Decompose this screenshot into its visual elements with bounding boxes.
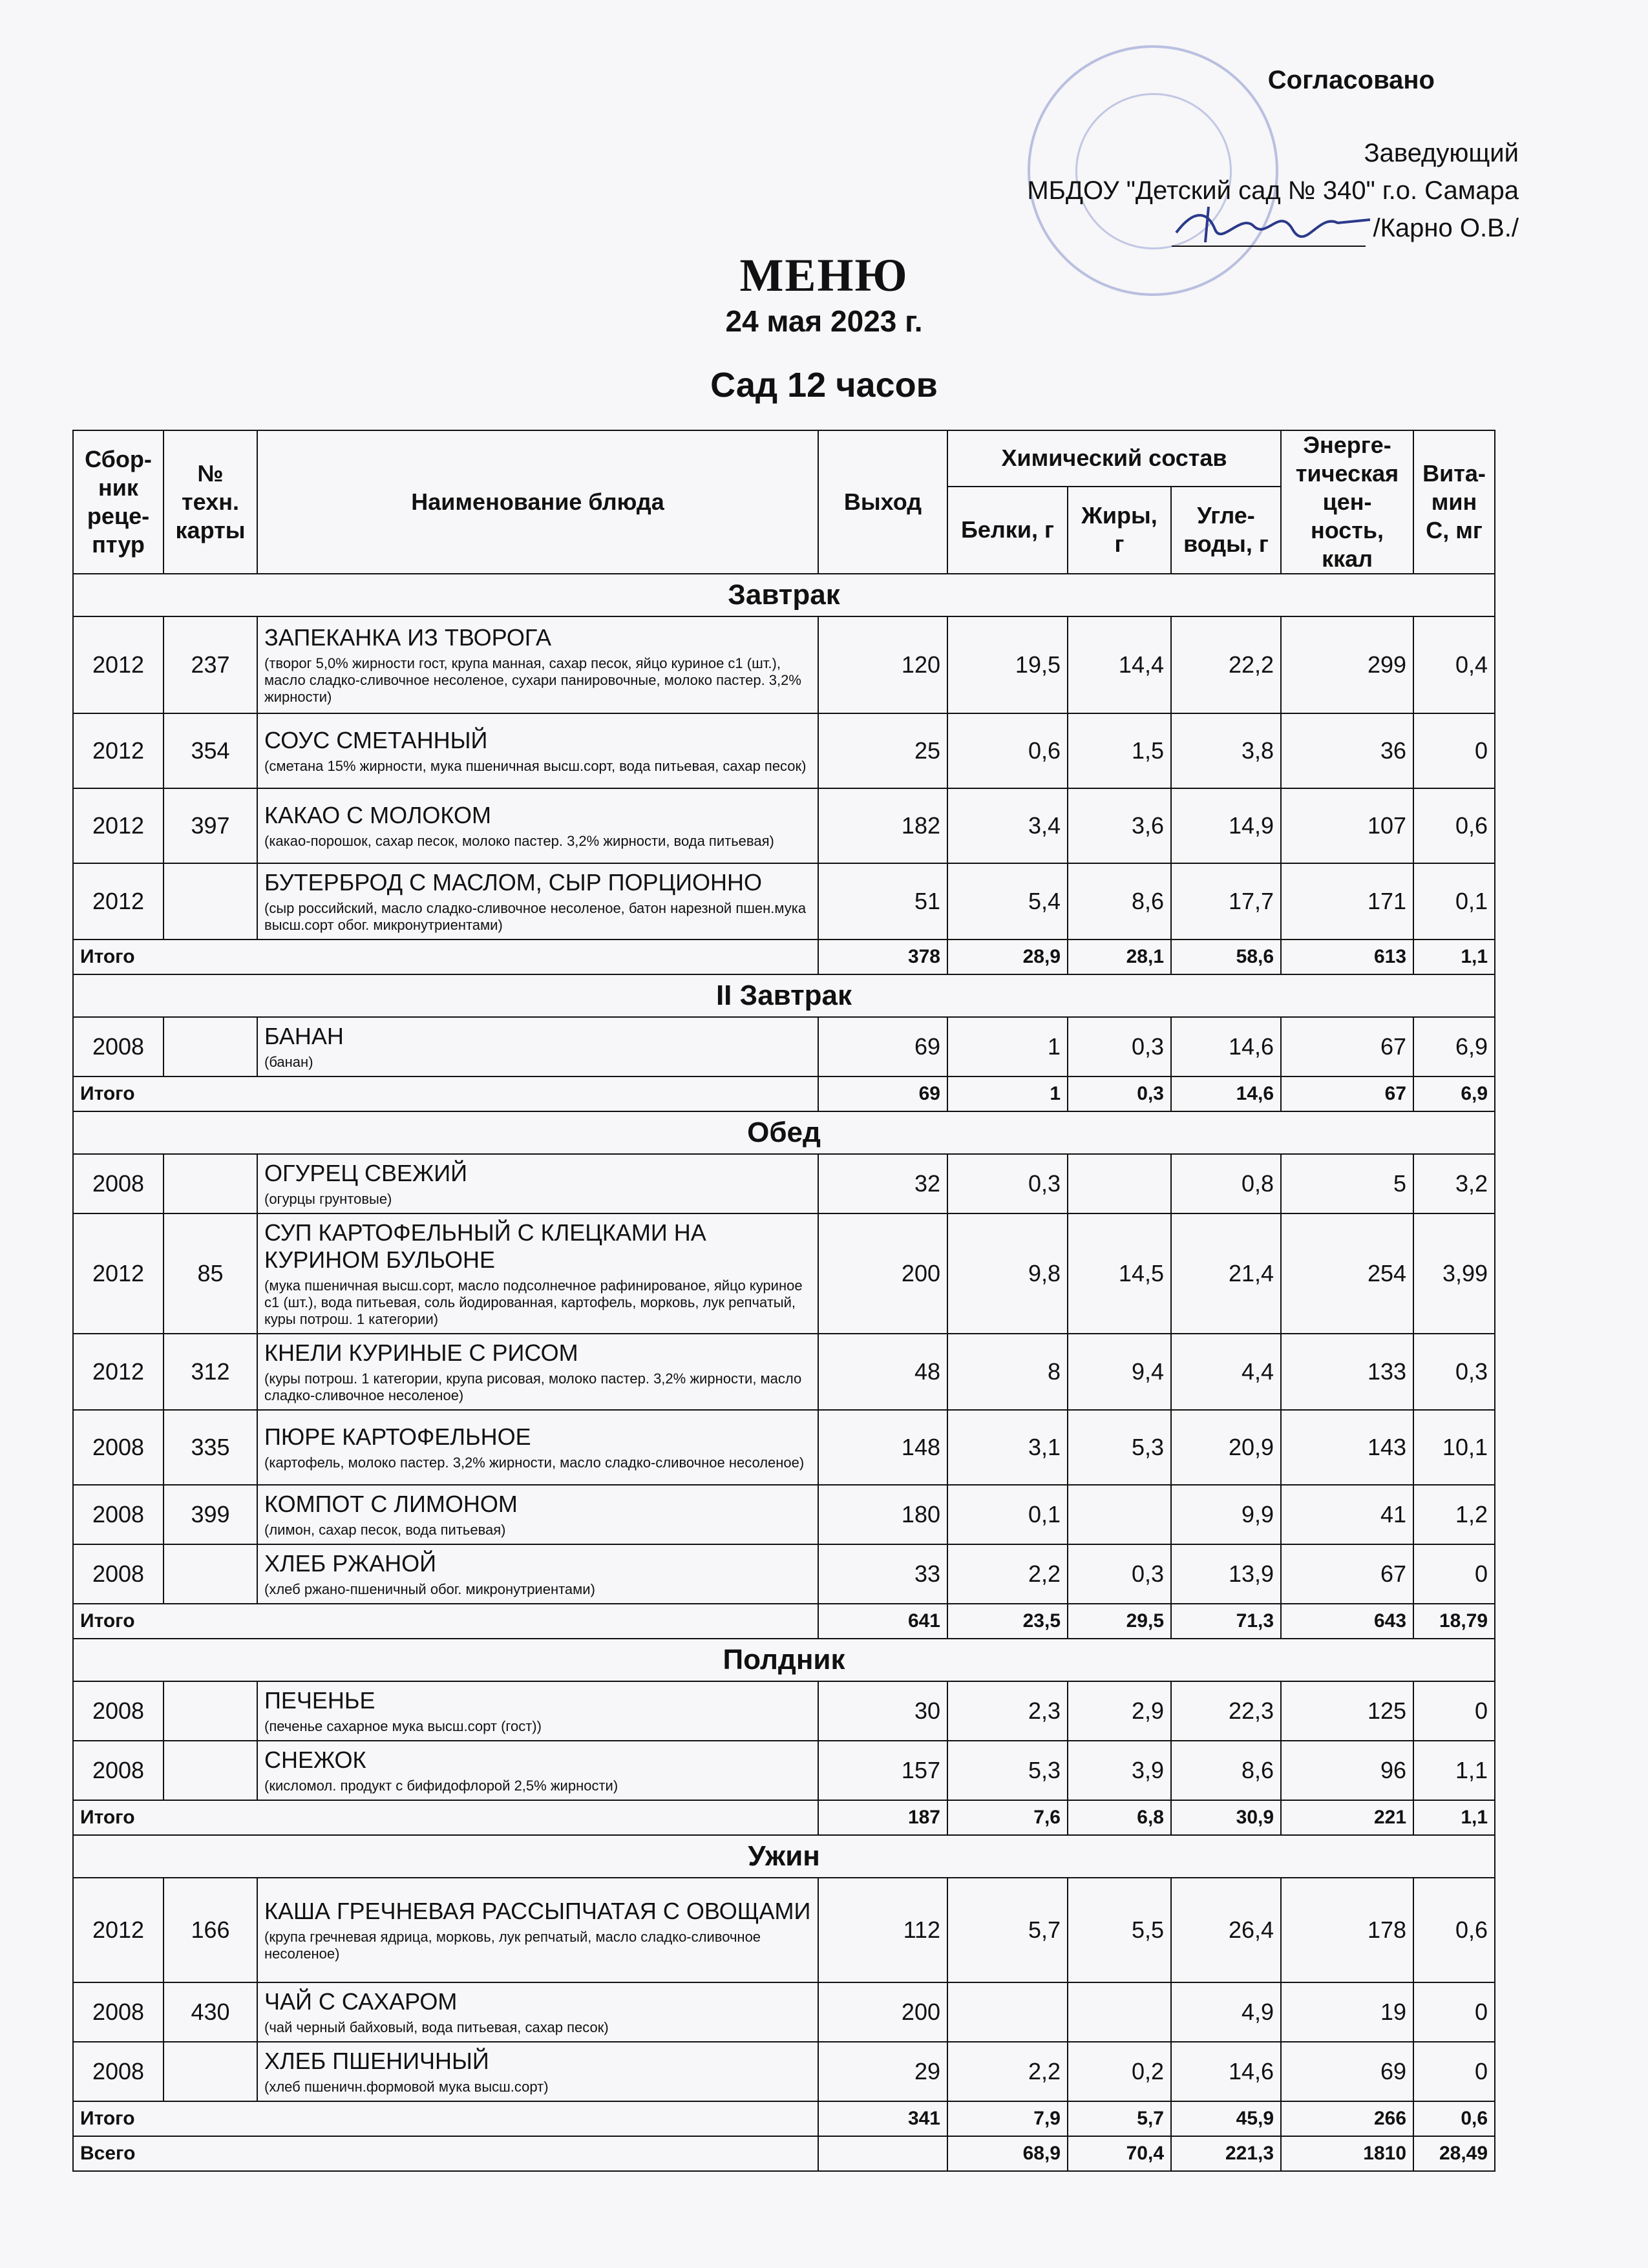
cell-protein: 0,3	[947, 1154, 1068, 1213]
cell-fat: 3,6	[1068, 788, 1171, 863]
cell-protein: 5,3	[947, 1741, 1068, 1800]
cell-yield: 32	[818, 1154, 947, 1213]
total-p: 28,9	[947, 940, 1068, 974]
section-header: Обед	[73, 1111, 1495, 1154]
cell-tech-card: 85	[164, 1213, 257, 1334]
dish-name: КАКАО С МОЛОКОМ	[264, 802, 491, 828]
cell-protein: 5,7	[947, 1878, 1068, 1982]
table-row	[73, 1017, 1495, 1076]
dish-name: ХЛЕБ РЖАНОЙ	[264, 1550, 437, 1577]
dish-composition: (сметана 15% жирности, мука пшеничная высш.сорт, вода питьевая, сахар песок)	[264, 758, 807, 774]
table-row	[73, 1741, 1495, 1800]
dish-name: ХЛЕБ ПШЕНИЧНЫЙ	[264, 2048, 489, 2074]
cell-protein: 1	[947, 1017, 1068, 1076]
cell-fat: 9,4	[1068, 1334, 1171, 1410]
total-v: 18,79	[1413, 1604, 1495, 1639]
cell-energy: 67	[1281, 1544, 1413, 1604]
total-label: Итого	[73, 1076, 818, 1111]
cell-yield: 148	[818, 1410, 947, 1485]
cell-energy: 5	[1281, 1154, 1413, 1213]
cell-yield: 182	[818, 788, 947, 863]
dish-composition: (мука пшеничная высш.сорт, масло подсолнечное рафинированое, яйцо куриное с1 (шт.), вода питьевая, соль йодированная, картофель, морковь, лук репчатый, куры потрош. 1 категории)	[264, 1277, 803, 1327]
grand-total-row	[73, 2136, 1495, 2171]
total-f: 6,8	[1068, 1800, 1171, 1835]
total-v: 1,1	[1413, 940, 1495, 974]
table-row	[73, 788, 1495, 863]
cell-carbs: 26,4	[1171, 1878, 1281, 1982]
dish-name: КНЕЛИ КУРИНЫЕ С РИСОМ	[264, 1339, 578, 1366]
dish-name: СНЕЖОК	[264, 1747, 366, 1773]
cell-collection: 2008	[73, 1544, 164, 1604]
cell-vitc: 0,6	[1413, 788, 1495, 863]
cell-carbs: 9,9	[1171, 1485, 1281, 1544]
cell-carbs: 3,8	[1171, 713, 1281, 788]
total-c: 14,6	[1171, 1076, 1281, 1111]
table-row	[73, 1544, 1495, 1604]
cell-vitc: 0	[1413, 713, 1495, 788]
cell-tech-card	[164, 1154, 257, 1213]
col-yield: Выход	[818, 430, 947, 574]
cell-protein: 3,4	[947, 788, 1068, 863]
cell-protein: 9,8	[947, 1213, 1068, 1334]
cell-collection: 2012	[73, 788, 164, 863]
cell-yield: 48	[818, 1334, 947, 1410]
grand-total-c: 221,3	[1171, 2136, 1281, 2171]
cell-dish	[257, 1878, 818, 1982]
cell-protein: 3,1	[947, 1410, 1068, 1485]
cell-dish	[257, 1410, 818, 1485]
menu-body	[73, 574, 1495, 2171]
cell-carbs: 21,4	[1171, 1213, 1281, 1334]
cell-protein: 2,2	[947, 1544, 1068, 1604]
page-title: МЕНЮ	[739, 249, 909, 301]
dish-name: ЧАЙ С САХАРОМ	[264, 1988, 458, 2015]
cell-dish	[257, 1213, 818, 1334]
cell-protein: 2,3	[947, 1681, 1068, 1741]
table-row	[73, 1410, 1495, 1485]
cell-fat: 2,9	[1068, 1681, 1171, 1741]
table-row	[73, 1878, 1495, 1982]
cell-dish	[257, 1544, 818, 1604]
cell-tech-card: 399	[164, 1485, 257, 1544]
col-vitc: Вита-мин С, мг	[1413, 430, 1495, 574]
col-collection: Сбор-ник реце-птур	[73, 430, 164, 574]
cell-fat: 1,5	[1068, 713, 1171, 788]
total-yield: 187	[818, 1800, 947, 1835]
cell-protein: 5,4	[947, 863, 1068, 940]
section-header: Ужин	[73, 1835, 1495, 1878]
cell-dish	[257, 713, 818, 788]
dish-name: БАНАН	[264, 1023, 344, 1049]
cell-energy: 96	[1281, 1741, 1413, 1800]
total-e: 643	[1281, 1604, 1413, 1639]
cell-energy: 67	[1281, 1017, 1413, 1076]
table-row	[73, 616, 1495, 713]
cell-tech-card: 354	[164, 713, 257, 788]
table-row	[73, 1154, 1495, 1213]
cell-yield: 200	[818, 1213, 947, 1334]
total-p: 7,6	[947, 1800, 1068, 1835]
cell-collection: 2012	[73, 713, 164, 788]
total-yield: 341	[818, 2101, 947, 2136]
table-row	[73, 863, 1495, 940]
cell-dish	[257, 2042, 818, 2101]
dish-name: ПЕЧЕНЬЕ	[264, 1687, 375, 1714]
table-row	[73, 1982, 1495, 2042]
cell-energy: 41	[1281, 1485, 1413, 1544]
total-v: 0,6	[1413, 2101, 1495, 2136]
cell-collection: 2012	[73, 863, 164, 940]
total-p: 7,9	[947, 2101, 1068, 2136]
cell-protein: 0,1	[947, 1485, 1068, 1544]
cell-collection: 2008	[73, 1982, 164, 2042]
cell-tech-card	[164, 1017, 257, 1076]
total-f: 28,1	[1068, 940, 1171, 974]
total-row	[73, 1076, 1495, 1111]
cell-carbs: 22,3	[1171, 1681, 1281, 1741]
cell-yield: 29	[818, 2042, 947, 2101]
grand-total-f: 70,4	[1068, 2136, 1171, 2171]
section-header: II Завтрак	[73, 974, 1495, 1017]
total-row	[73, 1800, 1495, 1835]
cell-collection: 2008	[73, 1485, 164, 1544]
dish-composition: (куры потрош. 1 категории, крупа рисовая, молоко пастер. 3,2% жирности, масло сладко-сливочное несоленое)	[264, 1370, 802, 1403]
cell-protein: 19,5	[947, 616, 1068, 713]
cell-protein: 2,2	[947, 2042, 1068, 2101]
dish-composition: (крупа гречневая ядрица, морковь, лук репчатый, масло сладко-сливочное несоленое)	[264, 1929, 761, 1962]
cell-protein: 8	[947, 1334, 1068, 1410]
cell-collection: 2008	[73, 1017, 164, 1076]
approval-position: Заведующий	[1364, 139, 1519, 167]
cell-yield: 112	[818, 1878, 947, 1982]
total-e: 221	[1281, 1800, 1413, 1835]
cell-collection: 2012	[73, 1334, 164, 1410]
cell-dish	[257, 1982, 818, 2042]
cell-yield: 30	[818, 1681, 947, 1741]
cell-dish	[257, 788, 818, 863]
cell-vitc: 0,3	[1413, 1334, 1495, 1410]
dish-name: КОМПОТ С ЛИМОНОМ	[264, 1491, 518, 1517]
cell-dish	[257, 1681, 818, 1741]
grand-total-v: 28,49	[1413, 2136, 1495, 2171]
cell-carbs: 14,6	[1171, 2042, 1281, 2101]
cell-vitc: 0	[1413, 2042, 1495, 2101]
cell-vitc: 0	[1413, 1681, 1495, 1741]
cell-tech-card: 237	[164, 616, 257, 713]
total-label: Итого	[73, 940, 818, 974]
cell-energy: 69	[1281, 2042, 1413, 2101]
cell-collection: 2008	[73, 2042, 164, 2101]
dish-name: ЗАПЕКАНКА ИЗ ТВОРОГА	[264, 624, 551, 651]
cell-dish	[257, 1485, 818, 1544]
cell-tech-card	[164, 2042, 257, 2101]
total-c: 45,9	[1171, 2101, 1281, 2136]
total-yield: 69	[818, 1076, 947, 1111]
grand-total-label: Всего	[73, 2136, 818, 2171]
dish-composition: (сыр российский, масло сладко-сливочное несоленое, батон нарезной пшен.мука высш.сорт обог. микронутриентами)	[264, 900, 807, 933]
total-v: 1,1	[1413, 1800, 1495, 1835]
approval-org: МБДОУ "Детский сад № 340" г.о. Самара	[1027, 176, 1519, 205]
cell-vitc: 3,99	[1413, 1213, 1495, 1334]
cell-energy: 143	[1281, 1410, 1413, 1485]
col-energy: Энерге-тическая цен-ность, ккал	[1281, 430, 1413, 574]
total-p: 23,5	[947, 1604, 1068, 1639]
menu-date: 24 мая 2023 г.	[725, 304, 923, 338]
cell-energy: 171	[1281, 863, 1413, 940]
total-v: 6,9	[1413, 1076, 1495, 1111]
total-yield: 378	[818, 940, 947, 974]
cell-yield: 157	[818, 1741, 947, 1800]
cell-dish	[257, 1017, 818, 1076]
col-carbs: Угле-воды, г	[1171, 487, 1281, 574]
dish-composition: (кисломол. продукт с бифидофлорой 2,5% жирности)	[264, 1778, 618, 1794]
table-row	[73, 1213, 1495, 1334]
section-header: Полдник	[73, 1639, 1495, 1681]
cell-fat: 0,2	[1068, 2042, 1171, 2101]
cell-vitc: 3,2	[1413, 1154, 1495, 1213]
cell-vitc: 6,9	[1413, 1017, 1495, 1076]
cell-yield: 180	[818, 1485, 947, 1544]
dish-composition: (хлеб пшеничн.формовой мука высш.сорт)	[264, 2079, 549, 2095]
cell-vitc: 10,1	[1413, 1410, 1495, 1485]
cell-tech-card	[164, 1544, 257, 1604]
dish-composition: (печенье сахарное мука высш.сорт (гост))	[264, 1718, 542, 1734]
grand-total-p: 68,9	[947, 2136, 1068, 2171]
total-e: 67	[1281, 1076, 1413, 1111]
cell-energy: 254	[1281, 1213, 1413, 1334]
cell-tech-card: 335	[164, 1410, 257, 1485]
total-c: 71,3	[1171, 1604, 1281, 1639]
col-dish: Наименование блюда	[257, 430, 818, 574]
cell-energy: 133	[1281, 1334, 1413, 1410]
total-row	[73, 2101, 1495, 2136]
cell-yield: 51	[818, 863, 947, 940]
cell-carbs: 17,7	[1171, 863, 1281, 940]
cell-energy: 19	[1281, 1982, 1413, 2042]
cell-tech-card: 430	[164, 1982, 257, 2042]
table-row	[73, 1485, 1495, 1544]
cell-yield: 69	[818, 1017, 947, 1076]
cell-yield: 120	[818, 616, 947, 713]
cell-dish	[257, 1334, 818, 1410]
cell-vitc: 0,1	[1413, 863, 1495, 940]
grand-total-e: 1810	[1281, 2136, 1413, 2171]
section-header: Завтрак	[73, 574, 1495, 616]
dish-name: ПЮРЕ КАРТОФЕЛЬНОЕ	[264, 1423, 531, 1450]
total-label: Итого	[73, 1800, 818, 1835]
cell-vitc: 0,4	[1413, 616, 1495, 713]
cell-fat: 14,4	[1068, 616, 1171, 713]
col-fat: Жиры, г	[1068, 487, 1171, 574]
dish-composition: (какао-порошок, сахар песок, молоко пастер. 3,2% жирности, вода питьевая)	[264, 833, 774, 849]
dish-name: КАША ГРЕЧНЕВАЯ РАССЫПЧАТАЯ С ОВОЩАМИ	[264, 1898, 811, 1924]
cell-dish	[257, 1154, 818, 1213]
total-e: 613	[1281, 940, 1413, 974]
dish-name: ОГУРЕЦ СВЕЖИЙ	[264, 1160, 468, 1186]
cell-vitc: 1,2	[1413, 1485, 1495, 1544]
cell-tech-card	[164, 1741, 257, 1800]
total-c: 58,6	[1171, 940, 1281, 974]
dish-composition: (чай черный байховый, вода питьевая, сахар песок)	[264, 2019, 609, 2035]
cell-fat: 3,9	[1068, 1741, 1171, 1800]
cell-collection: 2008	[73, 1681, 164, 1741]
cell-energy: 178	[1281, 1878, 1413, 1982]
cell-tech-card: 312	[164, 1334, 257, 1410]
cell-yield: 33	[818, 1544, 947, 1604]
total-row	[73, 940, 1495, 974]
cell-carbs: 0,8	[1171, 1154, 1281, 1213]
cell-energy: 299	[1281, 616, 1413, 713]
cell-tech-card: 166	[164, 1878, 257, 1982]
cell-carbs: 14,9	[1171, 788, 1281, 863]
cell-fat: 8,6	[1068, 863, 1171, 940]
total-c: 30,9	[1171, 1800, 1281, 1835]
menu-table	[72, 430, 1495, 2172]
cell-fat: 5,5	[1068, 1878, 1171, 1982]
cell-yield: 200	[818, 1982, 947, 2042]
cell-collection: 2012	[73, 616, 164, 713]
total-f: 5,7	[1068, 2101, 1171, 2136]
cell-fat: 14,5	[1068, 1213, 1171, 1334]
table-row	[73, 1681, 1495, 1741]
cell-tech-card	[164, 863, 257, 940]
table-row	[73, 2042, 1495, 2101]
cell-carbs: 22,2	[1171, 616, 1281, 713]
cell-vitc: 1,1	[1413, 1741, 1495, 1800]
cell-collection: 2008	[73, 1741, 164, 1800]
dish-name: СОУС СМЕТАННЫЙ	[264, 727, 488, 753]
cell-dish	[257, 863, 818, 940]
cell-carbs: 13,9	[1171, 1544, 1281, 1604]
cell-protein	[947, 1982, 1068, 2042]
cell-dish	[257, 616, 818, 713]
cell-protein: 0,6	[947, 713, 1068, 788]
grand-total-yield	[818, 2136, 947, 2171]
cell-yield: 25	[818, 713, 947, 788]
total-p: 1	[947, 1076, 1068, 1111]
dish-name: СУП КАРТОФЕЛЬНЫЙ С КЛЕЦКАМИ НА КУРИНОМ БУЛЬОНЕ	[264, 1219, 706, 1273]
cell-tech-card	[164, 1681, 257, 1741]
dish-composition: (лимон, сахар песок, вода питьевая)	[264, 1522, 506, 1538]
cell-energy: 36	[1281, 713, 1413, 788]
cell-collection: 2008	[73, 1410, 164, 1485]
total-label: Итого	[73, 2101, 818, 2136]
cell-carbs: 8,6	[1171, 1741, 1281, 1800]
table-row	[73, 1334, 1495, 1410]
table-row	[73, 713, 1495, 788]
col-chem: Химический состав	[947, 430, 1281, 487]
approval-agreed: Согласовано	[1267, 66, 1435, 94]
total-f: 0,3	[1068, 1076, 1171, 1111]
dish-composition: (картофель, молоко пастер. 3,2% жирности, масло сладко-сливочное несоленое)	[264, 1454, 805, 1471]
dish-composition: (огурцы грунтовые)	[264, 1191, 392, 1207]
cell-collection: 2012	[73, 1878, 164, 1982]
dish-composition: (хлеб ржано-пшеничный обог. микронутриентами)	[264, 1581, 595, 1597]
col-protein: Белки, г	[947, 487, 1068, 574]
total-e: 266	[1281, 2101, 1413, 2136]
dish-name: БУТЕРБРОД С МАСЛОМ, СЫР ПОРЦИОННО	[264, 869, 763, 896]
cell-collection: 2008	[73, 1154, 164, 1213]
total-label: Итого	[73, 1604, 818, 1639]
cell-fat: 0,3	[1068, 1544, 1171, 1604]
dish-composition: (банан)	[264, 1054, 313, 1070]
cell-fat: 5,3	[1068, 1410, 1171, 1485]
cell-fat	[1068, 1485, 1171, 1544]
cell-tech-card: 397	[164, 788, 257, 863]
handwritten-signature	[1170, 194, 1377, 252]
cell-carbs: 4,9	[1171, 1982, 1281, 2042]
total-f: 29,5	[1068, 1604, 1171, 1639]
cell-fat	[1068, 1982, 1171, 2042]
cell-dish	[257, 1741, 818, 1800]
menu-subtitle: Сад 12 часов	[710, 366, 938, 404]
col-tech-card: № техн. карты	[164, 430, 257, 574]
cell-energy: 125	[1281, 1681, 1413, 1741]
cell-vitc: 0,6	[1413, 1878, 1495, 1982]
cell-fat	[1068, 1154, 1171, 1213]
cell-carbs: 4,4	[1171, 1334, 1281, 1410]
cell-vitc: 0	[1413, 1544, 1495, 1604]
cell-energy: 107	[1281, 788, 1413, 863]
cell-carbs: 14,6	[1171, 1017, 1281, 1076]
dish-composition: (творог 5,0% жирности гост, крупа манная, сахар песок, яйцо куриное с1 (шт.), масло сладко-сливочное несоленое, сухари панировочные, молоко пастер. 3,2% жирности)	[264, 655, 801, 705]
cell-vitc: 0	[1413, 1982, 1495, 2042]
cell-carbs: 20,9	[1171, 1410, 1281, 1485]
total-yield: 641	[818, 1604, 947, 1639]
approval-signer: /Карно О.В./	[1373, 214, 1519, 242]
cell-fat: 0,3	[1068, 1017, 1171, 1076]
total-row	[73, 1604, 1495, 1639]
cell-collection: 2012	[73, 1213, 164, 1334]
